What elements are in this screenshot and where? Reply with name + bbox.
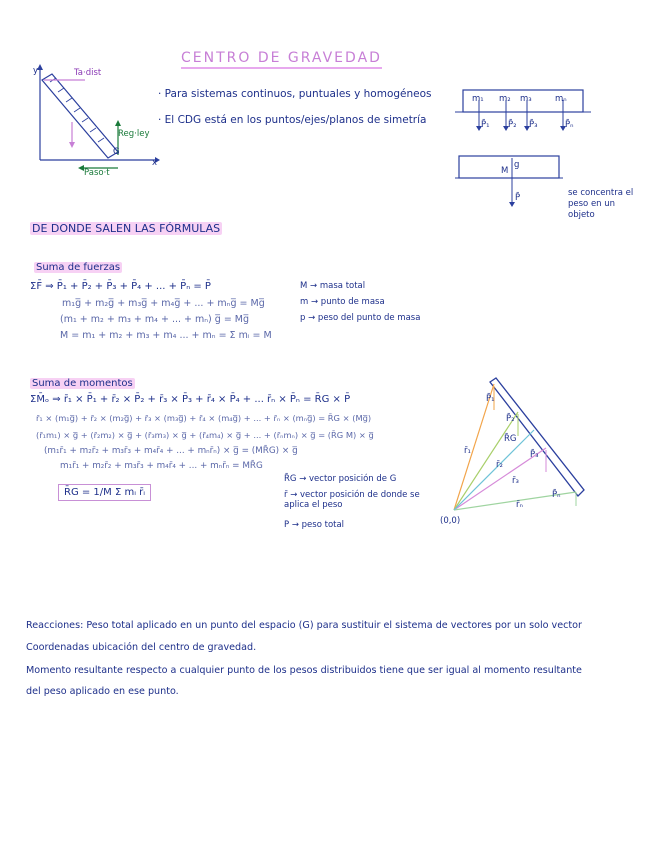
force-3-label: P̄₃ (529, 120, 538, 130)
moments-line-4: (m₁r̄₁ + m₂r̄₂ + m₃r̄₃ + m₄r̄₄ + ... + mₙr̄ₙ) × g̅ = (MR̄G) × g̅ (44, 446, 298, 456)
mass-2-label: m₂ (499, 94, 511, 104)
intro-x-label: x (152, 158, 158, 168)
conclusion-line-4: del peso aplicado en ese punto. (26, 686, 179, 697)
block-note: se concentra el peso en un objeto (568, 188, 634, 220)
force-n-label: P̄ₙ (565, 120, 574, 130)
moments-legend-2: r̄ → vector posición de donde se aplica el peso (284, 490, 420, 510)
forces-line-3: (m₁ + m₂ + m₃ + m₄ + ... + mₙ) g̅ = Mg̅ (60, 314, 250, 325)
conclusion-line-3: Momento resultante respecto a cualquier punto de los pesos distribuidos tiene que ser igual al momento resultante (26, 665, 582, 676)
intro-ta-label: Ta·dist (74, 68, 102, 78)
forces-heading (34, 262, 122, 273)
forces-line-4: M = m₁ + m₂ + m₃ + m₄ ... + mₙ = Σ mᵢ = M (60, 330, 272, 341)
section-title-text: DE DONDE SALEN LAS FÓRMULAS (32, 222, 221, 235)
moments-line-2: r̄₁ × (m₁g̅) + r̄₂ × (m₂g̅) + r̄₃ × (m₃g̅) + r̄₄ × (m₄g̅) + ... + r̄ₙ × (mₙg̅) = R̄G × (Mg̅) (36, 413, 372, 423)
moments-line-3: (r̄₁m₁) × g̅ + (r̄₂m₂) × g̅ + (r̄₃m₃) × g̅ + (r̄₄m₄) × g̅ + ... + (r̄ₙmₙ) × g̅ = (R̄G M) × g̅ (36, 430, 374, 440)
block-p-label: P̄ (515, 193, 521, 203)
tri-rg-label: R̄G (504, 434, 517, 444)
mass-1-label: m₁ (472, 94, 484, 104)
tri-pn-label: P̄ₙ (552, 490, 561, 500)
rg-formula-box: R̄G = 1/M Σ mᵢ r̄ᵢ (58, 484, 151, 501)
conclusion-line-2: Coordenadas ubicación del centro de gravedad. (26, 642, 257, 653)
intro-paso-label: Paso·t (84, 168, 110, 178)
block-m-label: M (501, 166, 509, 176)
conclusion-line-1: Reacciones: Peso total aplicado en un punto del espacio (G) para sustituir el sistema de vectores por un solo vector (26, 620, 582, 631)
tri-rn-label: r̄ₙ (516, 500, 523, 510)
moments-heading-text: Suma de momentos (32, 378, 133, 389)
mass-n-label: mₙ (555, 94, 567, 104)
tri-p1-label: P̄₁ (486, 394, 495, 404)
tri-r3-label: r̄₃ (512, 476, 519, 486)
forces-legend-3: p → peso del punto de masa (300, 313, 421, 323)
page-title: CENTRO DE GRAVEDAD (181, 50, 382, 69)
block-g-label: g (514, 160, 520, 170)
tri-r2-label: r̄₂ (496, 460, 503, 470)
section-title (30, 222, 222, 235)
forces-line-2: m₁g̅ + m₂g̅ + m₃g̅ + m₄g̅ + ... + mₙg̅ = Mg̅ (62, 298, 265, 309)
forces-legend-2: m → punto de masa (300, 297, 385, 307)
intro-g-label: G (113, 147, 120, 157)
forces-legend-1: M → masa total (300, 281, 366, 291)
moments-legend-3: P → peso total (284, 520, 345, 530)
bullet-1: · Para sistemas continuos, puntuales y homogéneos (158, 88, 432, 100)
moments-legend-1: R̄G → vector posición de G (284, 474, 397, 484)
force-2-label: P̄₂ (508, 120, 517, 130)
forces-line-1: ΣF̄ ⇒ P̄₁ + P̄₂ + P̄₃ + P̄₄ + ... + P̄ₙ = P̄ (30, 281, 211, 292)
moments-heading (30, 378, 135, 389)
tri-r1-label: r̄₁ (464, 446, 471, 456)
tri-p2-label: P̄₂ (506, 414, 515, 424)
forces-heading-text: Suma de fuerzas (36, 262, 121, 273)
intro-reg-label: Reg·ley (118, 129, 150, 139)
tri-p3-label: P̄₃ (530, 450, 539, 460)
force-1-label: P̄₁ (481, 120, 490, 130)
origin-label: (0,0) (440, 516, 461, 526)
bullet-2: · El CDG está en los puntos/ejes/planos de simetría (158, 114, 427, 126)
moments-line-1: ΣM̄ₒ ⇒ r̄₁ × P̄₁ + r̄₂ × P̄₂ + r̄₃ × P̄₃ + r̄₄ × P̄₄ + ... r̄ₙ × P̄ₙ = R̄G × P̄ (30, 394, 351, 405)
moments-line-5: m₁r̄₁ + m₂r̄₂ + m₃r̄₃ + m₄r̄₄ + ... + mₙr̄ₙ = MR̄G (60, 461, 263, 471)
inclined-bar-diagram (30, 62, 160, 172)
mass-3-label: m₃ (520, 94, 532, 104)
intro-y-label: y (33, 66, 39, 76)
